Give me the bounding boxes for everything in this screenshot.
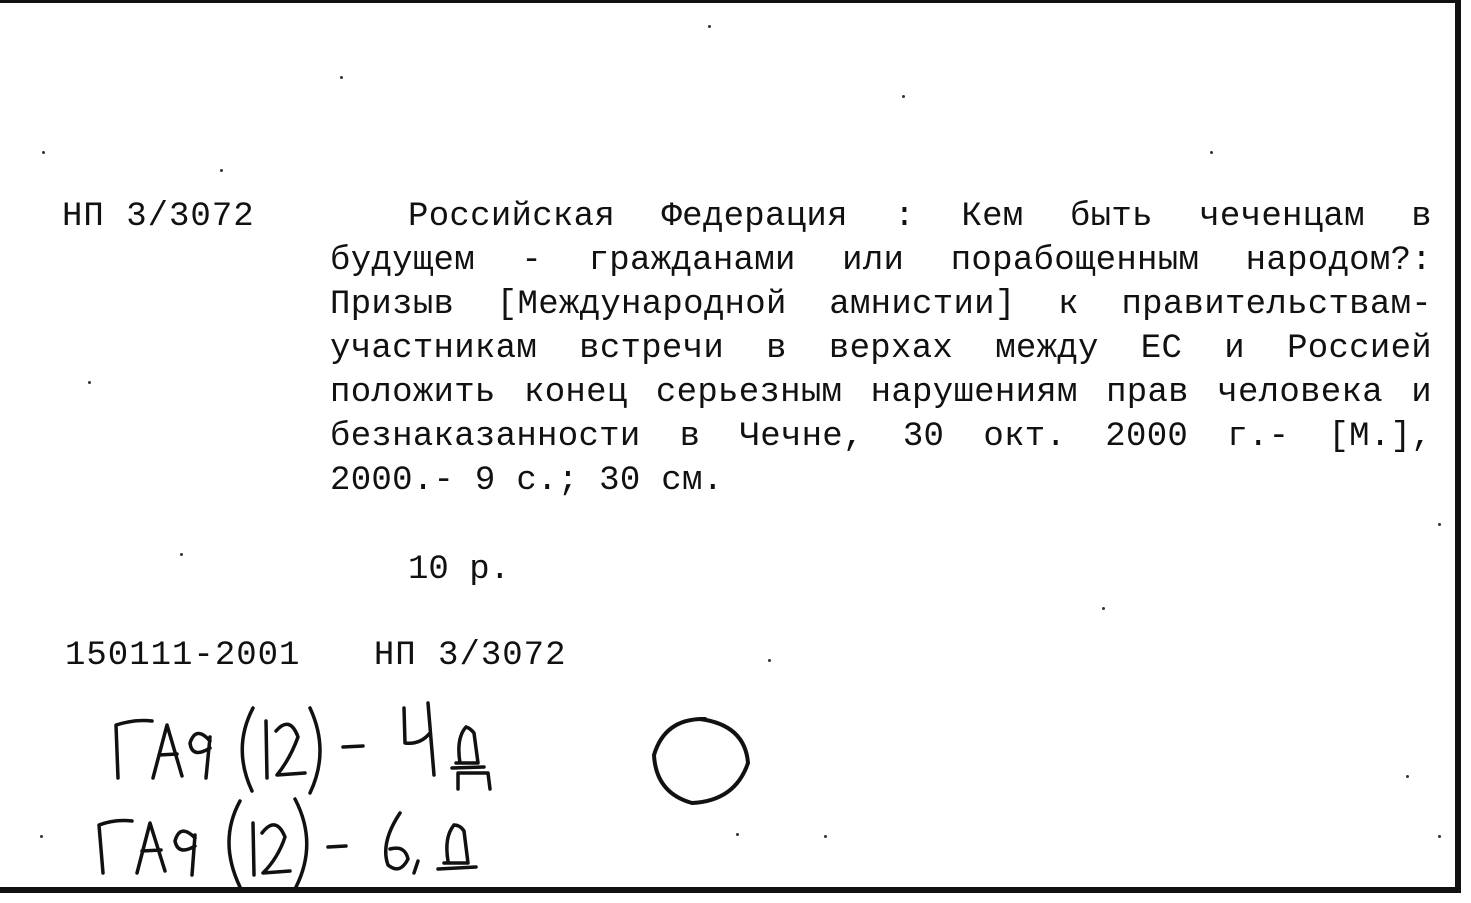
speck [708,25,711,28]
entry-text: Российская Федерация : Кем быть чеченцам в будущем - гражданами или порабощенным народом?: Призыв [Международной амнистии] к правительствам- участникам встречи в верхах между ЕС и Россией положить конец серьезным нарушениям прав человека и безнаказанности в Чечне, 30 окт. 2000 г.- [М.], 2000.- 9 с.; 30 см. [330,198,1432,500]
speck [1406,775,1409,778]
speck [1210,151,1213,154]
handwritten-circle [654,719,748,803]
speck [88,381,91,384]
speck [220,169,223,172]
shelf-mark-top: НП 3/3072 [62,198,255,236]
speck [180,553,183,556]
speck [1438,835,1441,838]
handwritten-classification-2 [99,799,476,887]
price: 10 р. [408,551,511,589]
record-number: 150111-2001 [65,637,301,675]
speck [340,76,343,79]
shelf-mark-bottom: НП 3/3072 [373,637,567,675]
handwritten-classification-1 [116,703,490,793]
speck [40,835,43,838]
speck [768,659,771,662]
speck [42,151,45,154]
speck [824,835,827,838]
speck [1102,607,1105,610]
speck [736,833,739,836]
speck [902,95,905,98]
speck [1438,523,1441,526]
handwritten-annotations [0,3,1461,893]
